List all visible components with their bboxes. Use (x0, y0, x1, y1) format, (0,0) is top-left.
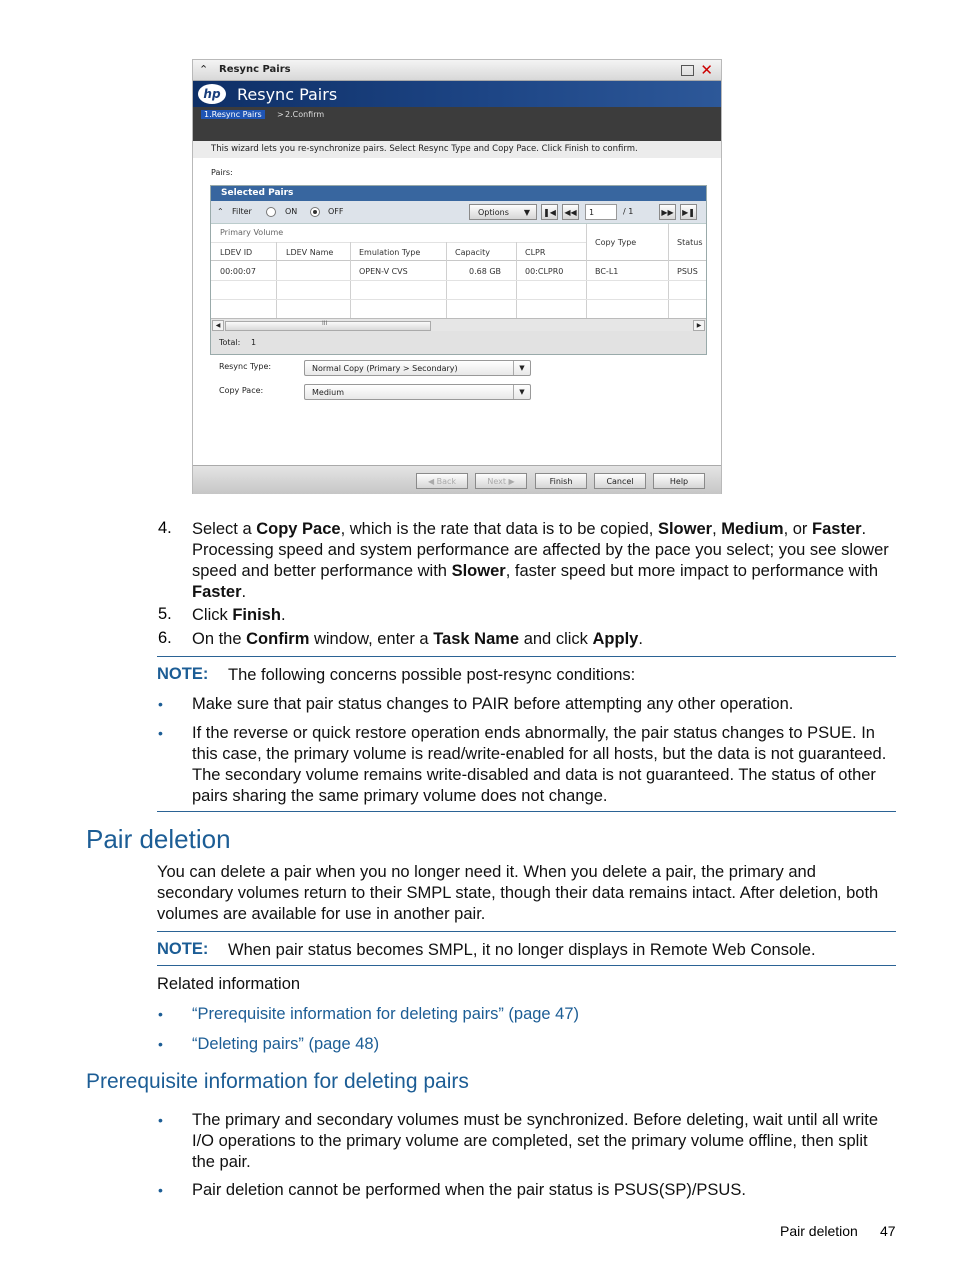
bullet-icon: • (158, 1036, 163, 1052)
help-button[interactable]: Help (653, 473, 705, 489)
next-page-icon[interactable]: ▶▶ (659, 204, 676, 220)
filter-toggle-icon[interactable]: ⌃ (217, 207, 224, 216)
resync-type-select[interactable] (304, 360, 531, 376)
bullet-icon: • (158, 1006, 163, 1022)
note-text: The following concerns possible post-resync conditions: (228, 666, 636, 684)
cell-capacity: 0.68 GB (469, 267, 502, 276)
copy-pace-value: Medium (312, 388, 344, 397)
cell-copy-type: BC-L1 (595, 267, 619, 276)
link-deleting-pairs[interactable]: “Deleting pairs” (page 48) (192, 1035, 380, 1053)
scroll-left-icon[interactable]: ◀ (212, 320, 224, 331)
step-5-number: 5. (158, 605, 172, 623)
maximize-icon[interactable] (681, 65, 694, 76)
step-6-number: 6. (158, 629, 172, 647)
group-header-primary-volume: Primary Volume (220, 228, 284, 237)
col-clpr[interactable]: CLPR (525, 248, 546, 257)
step-5-text: Click Finish. (192, 606, 286, 624)
link-prerequisite-info[interactable]: “Prerequisite information for deleting pairs” (page 47) (192, 1005, 580, 1023)
cell-ldev-id: 00:00:07 (220, 267, 256, 276)
close-icon[interactable]: ✕ (700, 61, 713, 79)
selected-pairs-table (210, 185, 707, 355)
pairs-label: Pairs: (211, 168, 233, 177)
col-copy-type[interactable]: Copy Type (595, 238, 637, 247)
chevron-down-icon: ▼ (513, 361, 530, 375)
step-6-text: On the Confirm window, enter a Task Name and click Apply. (192, 630, 643, 648)
total-label: Total: (219, 338, 241, 347)
scroll-thumb[interactable] (225, 321, 431, 331)
page-total: / 1 (623, 207, 634, 216)
related-info-label: Related information (157, 975, 301, 993)
first-page-icon[interactable]: ❚◀ (541, 204, 558, 220)
page-input[interactable]: 1 (585, 204, 617, 220)
footer-section-name: Pair deletion (780, 1223, 858, 1239)
window-title: Resync Pairs (219, 64, 291, 75)
resync-type-value: Normal Copy (Primary > Secondary) (312, 364, 458, 373)
table-toolbar (211, 201, 706, 224)
total-value: 1 (250, 338, 257, 347)
bullet-icon: • (158, 1182, 163, 1198)
note2-text: When pair status becomes SMPL, it no longer displays in Remote Web Console. (228, 941, 816, 959)
step-confirm: 2.Confirm (285, 110, 325, 119)
col-status[interactable]: Status (677, 238, 703, 247)
cell-status: PSUS (677, 267, 698, 276)
step-4-text: Select a Copy Pace, which is the rate that data is to be copied, Slower, Medium, or Faster. Processing speed and system performance are affected by the pace you select; you see slower speed and better performance with Slower, faster speed but more impact to performance with Faster. (192, 520, 889, 601)
next-button[interactable]: Next ▶ (475, 473, 527, 489)
cancel-button[interactable]: Cancel (594, 473, 646, 489)
options-label: Options (478, 208, 509, 217)
note2-bottom-rule (157, 965, 896, 966)
bullet-icon: • (158, 725, 163, 741)
note-bullet-2: If the reverse or quick restore operation ends abnormally, the pair status changes to PSUE. In this case, the primary volume is read/write-enabled for all hosts, but the data is not guaranteed. The secondary volume remains write-disabled and data is not guaranteed. The status of other pairs sharing the same primary volume does not change. (192, 724, 887, 805)
footer-page-number: 47 (880, 1223, 896, 1239)
banner-title: Resync Pairs (237, 85, 338, 104)
dropdown-arrow-icon: ▼ (523, 208, 530, 217)
cell-clpr: 00:CLPR0 (525, 267, 564, 276)
note2-label: NOTE: (157, 940, 209, 958)
col-emulation-type[interactable]: Emulation Type (359, 248, 421, 257)
note2-top-rule (157, 931, 896, 932)
step-4-number: 4. (158, 519, 172, 537)
filter-on-label: ON (285, 207, 298, 216)
bullet-icon: • (158, 696, 163, 712)
wizard-intro: This wizard lets you re-synchronize pairs. Select Resync Type and Copy Pace. Click Finish to confirm. (193, 141, 721, 158)
step-separator: > (277, 110, 284, 119)
filter-label: Filter (232, 207, 252, 216)
note-bullet-1: Make sure that pair status changes to PAIR before attempting any other operation. (192, 695, 794, 713)
hp-logo: hp (198, 84, 226, 104)
scroll-grip: III (322, 320, 328, 327)
note-label: NOTE: (157, 665, 209, 683)
note-top-rule (157, 656, 896, 657)
filter-on-radio[interactable] (266, 207, 276, 217)
horizontal-scrollbar[interactable] (211, 318, 706, 331)
dialog-banner (193, 81, 721, 107)
back-button[interactable]: ◀ Back (416, 473, 468, 489)
copy-pace-label: Copy Pace: (219, 386, 264, 395)
dialog-footer (193, 465, 721, 494)
cell-emulation-type: OPEN-V CVS (359, 267, 408, 276)
col-capacity[interactable]: Capacity (455, 248, 490, 257)
prereq-bullet-1: The primary and secondary volumes must be synchronized. Before deleting, wait until all write I/O operations to the primary volume are completed, set the primary volume offline, then split the pair. (192, 1111, 878, 1171)
finish-button[interactable]: Finish (535, 473, 587, 489)
window-titlebar (193, 60, 721, 81)
collapse-chevron-icon[interactable]: ⌃ (199, 63, 209, 76)
scroll-right-icon[interactable]: ▶ (693, 320, 705, 331)
filter-off-radio[interactable] (310, 207, 320, 217)
filter-off-label: OFF (328, 207, 344, 216)
prereq-bullet-2: Pair deletion cannot be performed when the pair status is PSUS(SP)/PSUS. (192, 1181, 746, 1199)
prev-page-icon[interactable]: ◀◀ (562, 204, 579, 220)
resync-type-label: Resync Type: (219, 362, 272, 371)
subsection-heading: Prerequisite information for deleting pairs (86, 1070, 469, 1093)
section-paragraph: You can delete a pair when you no longer need it. When you delete a pair, the primary and secondary volumes return to their SMPL state, though their data remains intact. After deletion, both volumes are available for use in another pair. (157, 863, 879, 923)
options-button[interactable] (469, 204, 537, 220)
last-page-icon[interactable]: ▶❚ (680, 204, 697, 220)
section-heading: Pair deletion (86, 824, 231, 854)
step-resync-pairs: 1.Resync Pairs (201, 110, 265, 119)
note-bottom-rule (157, 811, 896, 812)
col-ldev-name[interactable]: LDEV Name (286, 248, 334, 257)
wizard-steps (193, 107, 721, 141)
total-row (211, 331, 706, 354)
resync-pairs-dialog (192, 59, 722, 494)
pairs-grid (211, 224, 706, 318)
copy-pace-select[interactable] (304, 384, 531, 400)
chevron-down-icon: ▼ (513, 385, 530, 399)
bullet-icon: • (158, 1112, 163, 1128)
table-title: Selected Pairs (211, 186, 706, 201)
col-ldev-id[interactable]: LDEV ID (220, 248, 253, 257)
